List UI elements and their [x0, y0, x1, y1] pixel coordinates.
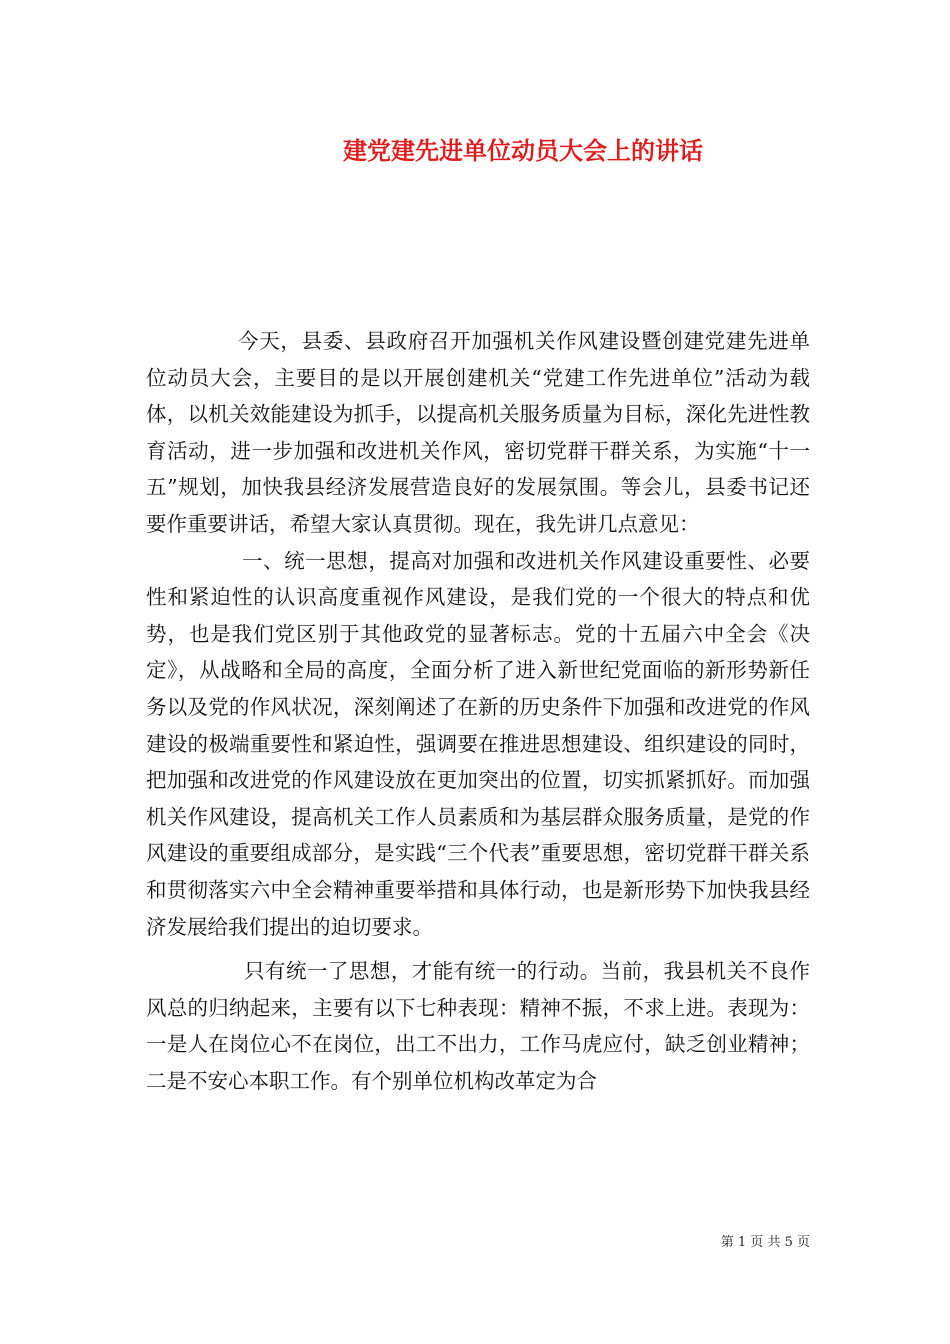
paragraph-intro: 今天，县委、县政府召开加强机关作风建设暨创建党建先进单位动员大会，主要目的是以开展创建机关“党建工作先进单位”活动为载体，以机关效能建设为抓手，以提高机关服务质量为目标，深化先进性教育活动，进一步加强和改进机关作风，密切党群干群关系，为实施“十一五”规划，加快我县经济发展营造良好的发展氛围。等会儿，县委书记还要作重要讲话，希望大家认真贯彻。现在，我先讲几点意见： [146, 329, 810, 536]
document-body [146, 323, 810, 1099]
page-number-footer: 第 1 页 共 5 页 [720, 1235, 810, 1250]
document-title: 建党建先进单位动员大会上的讲话 [343, 136, 703, 165]
paragraph-section-one: 一、统一思想，提高对加强和改进机关作风建设重要性、必要性和紧迫性的认识高度重视作风建设，是我们党的一个很大的特点和优势，也是我们党区别于其他政党的显著标志。党的十五届六中全会《决定》，从战略和全局的高度，全面分析了进入新世纪党面临的新形势新任务以及党的作风状况，深刻阐述了在新的历史条件下加强和改进党的作风建设的极端重要性和紧迫性，强调要在推进思想建设、组织建设的同时，把加强和改进党的作风建设放在更加突出的位置，切实抓紧抓好。而加强机关作风建设，提高机关工作人员素质和为基层群众服务质量，是党的作风建设的重要组成部分，是实践“三个代表”重要思想，密切党群干群关系和贯彻落实六中全会精神重要举措和具体行动，也是新形势下加快我县经济发展给我们提出的迫切要求。 [146, 548, 810, 939]
paragraph-unified-thinking: 只有统一了思想，才能有统一的行动。当前，我县机关不良作风总的归纳起来，主要有以下七种表现：精神不振，不求上进。表现为：一是人在岗位心不在岗位，出工不出力，工作马虎应付，缺乏创业精神；二是不安心本职工作。有个别单位机构改革定为合 [146, 959, 810, 1093]
